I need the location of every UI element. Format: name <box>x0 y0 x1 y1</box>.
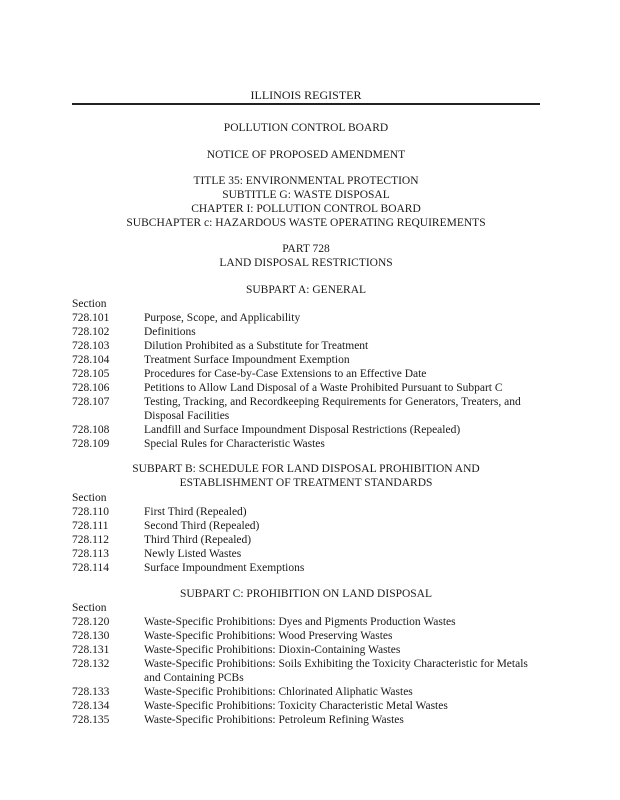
section-title: Waste-Specific Prohibitions: Chlorinated Aliphatic Wastes <box>144 686 413 698</box>
subtitle-line: SUBTITLE G: WASTE DISPOSAL <box>222 189 390 201</box>
section-title: Waste-Specific Prohibitions: Wood Preserving Wastes <box>144 630 393 642</box>
section-title: Surface Impoundment Exemptions <box>144 562 305 574</box>
subpart-b-heading-continued: ESTABLISHMENT OF TREATMENT STANDARDS <box>179 477 433 489</box>
section-title: Waste-Specific Prohibitions: Toxicity Characteristic Metal Wastes <box>144 700 448 712</box>
section-number: 728.104 <box>72 354 110 366</box>
section-label: Section <box>72 298 107 310</box>
section-title: Second Third (Repealed) <box>144 520 260 532</box>
section-number: 728.112 <box>72 534 109 546</box>
board-name: POLLUTION CONTROL BOARD <box>223 122 389 134</box>
section-number: 728.110 <box>72 506 109 518</box>
section-title: Waste-Specific Prohibitions: Dioxin-Containing Wastes <box>144 644 401 656</box>
subpart-c-heading: SUBPART C: PROHIBITION ON LAND DISPOSAL <box>179 588 433 600</box>
section-title: Petitions to Allow Land Disposal of a Waste Prohibited Pursuant to Subpart C <box>144 382 503 394</box>
section-title: Purpose, Scope, and Applicability <box>144 312 301 324</box>
notice-title: NOTICE OF PROPOSED AMENDMENT <box>206 149 406 161</box>
section-title: Testing, Tracking, and Recordkeeping Requirements for Generators, Treaters, and Disposal Facilities <box>144 396 521 422</box>
title-line: TITLE 35: ENVIRONMENTAL PROTECTION <box>193 175 419 187</box>
part-number: PART 728 <box>282 243 330 255</box>
subchapter-line: SUBCHAPTER c: HAZARDOUS WASTE OPERATING REQUIREMENTS <box>126 217 486 229</box>
section-number: 728.108 <box>72 424 110 436</box>
section-number: 728.101 <box>72 312 110 324</box>
section-title: Newly Listed Wastes <box>144 548 242 560</box>
section-number: 728.113 <box>72 548 109 560</box>
section-title: Treatment Surface Impoundment Exemption <box>144 354 350 366</box>
section-title: First Third (Repealed) <box>144 506 247 518</box>
section-number: 728.135 <box>72 714 110 726</box>
section-label: Section <box>72 492 107 504</box>
chapter-line: CHAPTER I: POLLUTION CONTROL BOARD <box>191 203 421 215</box>
section-number: 728.106 <box>72 382 110 394</box>
section-title: Waste-Specific Prohibitions: Soils Exhibiting the Toxicity Characteristic for Metals and Containing PCBs <box>144 658 528 684</box>
section-title: Waste-Specific Prohibitions: Dyes and Pigments Production Wastes <box>144 616 456 628</box>
section-title: Landfill and Surface Impoundment Disposal Restrictions (Repealed) <box>144 424 461 436</box>
section-number: 728.133 <box>72 686 110 698</box>
section-number: 728.111 <box>72 520 109 532</box>
section-title: Procedures for Case-by-Case Extensions to an Effective Date <box>144 368 427 380</box>
section-title: Waste-Specific Prohibitions: Petroleum Refining Wastes <box>144 714 404 726</box>
section-number: 728.120 <box>72 616 110 628</box>
section-number: 728.105 <box>72 368 110 380</box>
part-name: LAND DISPOSAL RESTRICTIONS <box>219 257 393 269</box>
section-label: Section <box>72 602 107 614</box>
section-number: 728.107 <box>72 396 110 408</box>
section-number: 728.134 <box>72 700 110 712</box>
section-number: 728.103 <box>72 340 110 352</box>
section-title: Third Third (Repealed) <box>144 534 252 546</box>
subpart-b-heading: SUBPART B: SCHEDULE FOR LAND DISPOSAL PROHIBITION AND <box>132 463 480 475</box>
section-number: 728.114 <box>72 562 109 574</box>
header-rule <box>72 103 540 105</box>
register-header: ILLINOIS REGISTER <box>250 88 362 102</box>
section-number: 728.109 <box>72 438 110 450</box>
section-number: 728.131 <box>72 644 110 656</box>
section-title: Definitions <box>144 326 196 338</box>
section-number: 728.102 <box>72 326 110 338</box>
section-title: Dilution Prohibited as a Substitute for Treatment <box>144 340 369 352</box>
section-title: Special Rules for Characteristic Wastes <box>144 438 325 450</box>
section-number: 728.130 <box>72 630 110 642</box>
subpart-a-heading: SUBPART A: GENERAL <box>245 284 367 296</box>
section-number: 728.132 <box>72 658 110 670</box>
